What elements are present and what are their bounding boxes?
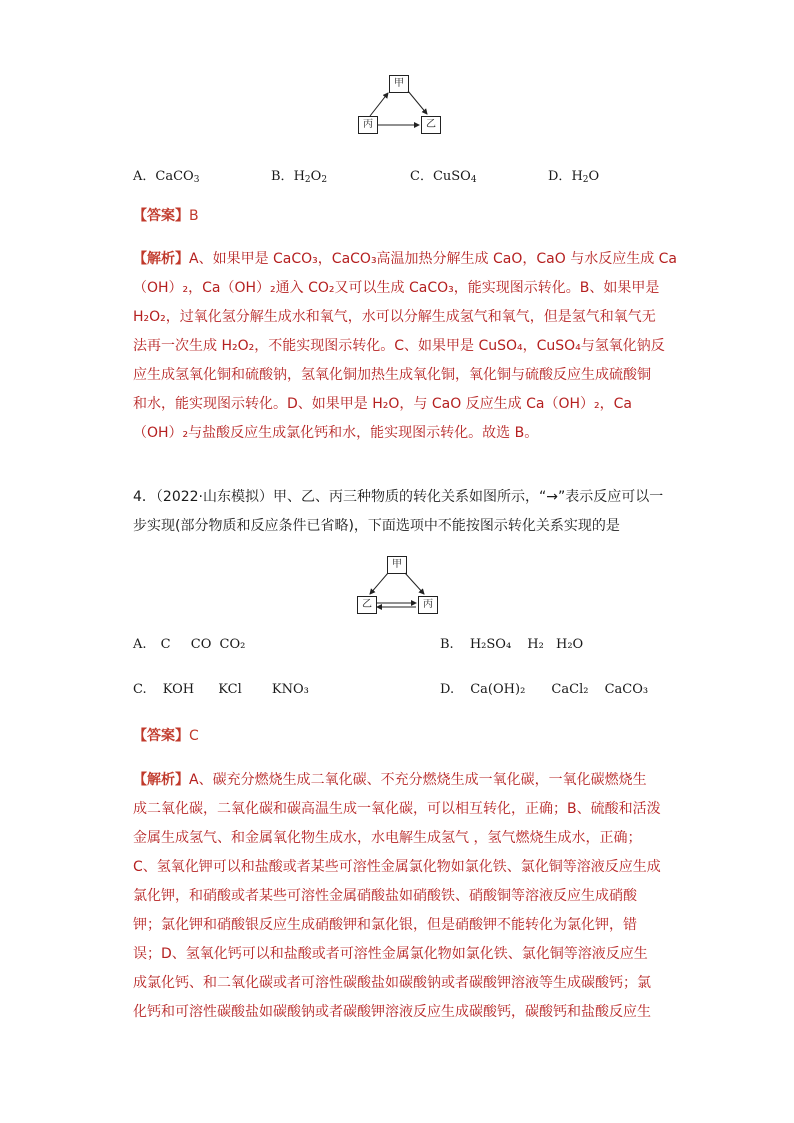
analysis-line: 成二氧化碳，二氧化碳和碳高温生成一氧化碳，可以相互转化，正确；B、硫酸和活泼 <box>133 801 661 817</box>
analysis-line: 【解析】A、碳充分燃烧生成二氧化碳、不充分燃烧生成一氧化碳，一氧化碳燃烧生 <box>133 772 647 788</box>
analysis-line: 成氯化钙、和二氧化碳或者可溶性碳酸盐如碳酸钠或者碳酸钾溶液等生成碳酸钙；氯 <box>133 975 651 991</box>
q4-answer <box>133 725 199 745</box>
arrow-top-to-left <box>370 573 388 594</box>
answer-value: B <box>189 208 199 224</box>
diagram1-node-top: 甲 <box>389 75 409 93</box>
q4-stem-line: 步实现(部分物质和反应条件已省略)，下面选项中不能按图示转化关系实现的是 <box>133 518 620 534</box>
q3-option-c: C．CuSO$_4$ <box>410 169 477 185</box>
q4-option-b: B. H₂SO₄ H₂ H₂O <box>440 637 584 652</box>
diagram1-node-right: 乙 <box>421 116 441 134</box>
analysis-line: 化钙和可溶性碳酸盐如碳酸钠或者碳酸钾溶液反应生成碳酸钙，碳酸钙和盐酸反应生 <box>133 1004 651 1020</box>
analysis-line: 金属生成氢气、和金属氧化物生成水，水电解生成氢气 ，氢气燃烧生成水，正确； <box>133 830 642 846</box>
diagram1-node-left: 丙 <box>358 116 378 134</box>
answer-label: 【答案】 <box>133 728 189 744</box>
q4-analysis <box>133 766 661 1027</box>
analysis-line: 钾；氯化钾和硝酸银反应生成硝酸钾和氯化银，但是硝酸钾不能转化为氯化钾，错 <box>133 917 637 933</box>
q3-option-b: B．$H_2O_2$ <box>271 169 328 185</box>
analysis-line: （OH）₂，Ca（OH）₂通入 CO₂又可以生成 CaCO₃，能实现图示转化。B、如果甲是 <box>133 280 660 296</box>
diagram2-node-left: 乙 <box>357 596 377 614</box>
analysis-line: 误；D、氢氧化钙可以和盐酸或者可溶性金属氯化物如氯化铁、氯化铜等溶液反应生 <box>133 946 648 962</box>
diagram2-node-top: 甲 <box>387 556 407 574</box>
q3-option-a: A．CaCO$_3$ <box>133 169 200 185</box>
analysis-line: 氯化钾，和硝酸或者某些可溶性金属硝酸盐如硝酸铁、硝酸铜等溶液反应生成硝酸 <box>133 888 637 904</box>
analysis-line: 和水，能实现图示转化。D、如果甲是 H₂O，与 CaO 反应生成 Ca（OH）₂，Ca <box>133 396 632 412</box>
answer-value: C <box>189 728 199 744</box>
arrow-top-to-right <box>405 573 424 594</box>
q4-option-a: A. C CO CO₂ <box>133 637 246 652</box>
analysis-line: 【解析】A、如果甲是 CaCO₃，CaCO₃高温加热分解生成 CaO，CaO 与水反应生成 Ca <box>133 251 678 267</box>
analysis-line: H₂O₂，过氧化氢分解生成水和氧气，水可以分解生成氢气和氧气，但是氢气和氧气无 <box>133 309 656 325</box>
q4-option-d: D. Ca(OH)₂ CaCl₂ CaCO₃ <box>440 682 649 697</box>
analysis-line: 应生成氢氧化铜和硫酸钠，氢氧化铜加热生成氧化铜，氧化铜与硫酸反应生成硫酸铜 <box>133 367 651 383</box>
q4-stem-line: 4．（2022·山东模拟）甲、乙、丙三种物质的转化关系如图所示，“→”表示反应可以一 <box>133 489 664 505</box>
analysis-label: 【解析】 <box>133 251 189 267</box>
answer-label: 【答案】 <box>133 208 189 224</box>
analysis-line: （OH）₂与盐酸反应生成氯化钙和水，能实现图示转化。故选 B。 <box>133 425 539 441</box>
analysis-label: 【解析】 <box>133 772 189 788</box>
q3-option-d: D．$H_2O$ <box>548 169 600 185</box>
q4-option-c: C. KOH KCl KNO₃ <box>133 682 309 697</box>
diagram2-node-right: 丙 <box>418 596 438 614</box>
analysis-line: C、氢氧化钾可以和盐酸或者某些可溶性金属氯化物如氯化铁、氯化铜等溶液反应生成 <box>133 859 661 875</box>
analysis-line: 法再一次生成 H₂O₂，不能实现图示转化。C、如果甲是 CuSO₄，CuSO₄与氢氧化钠反 <box>133 338 665 354</box>
